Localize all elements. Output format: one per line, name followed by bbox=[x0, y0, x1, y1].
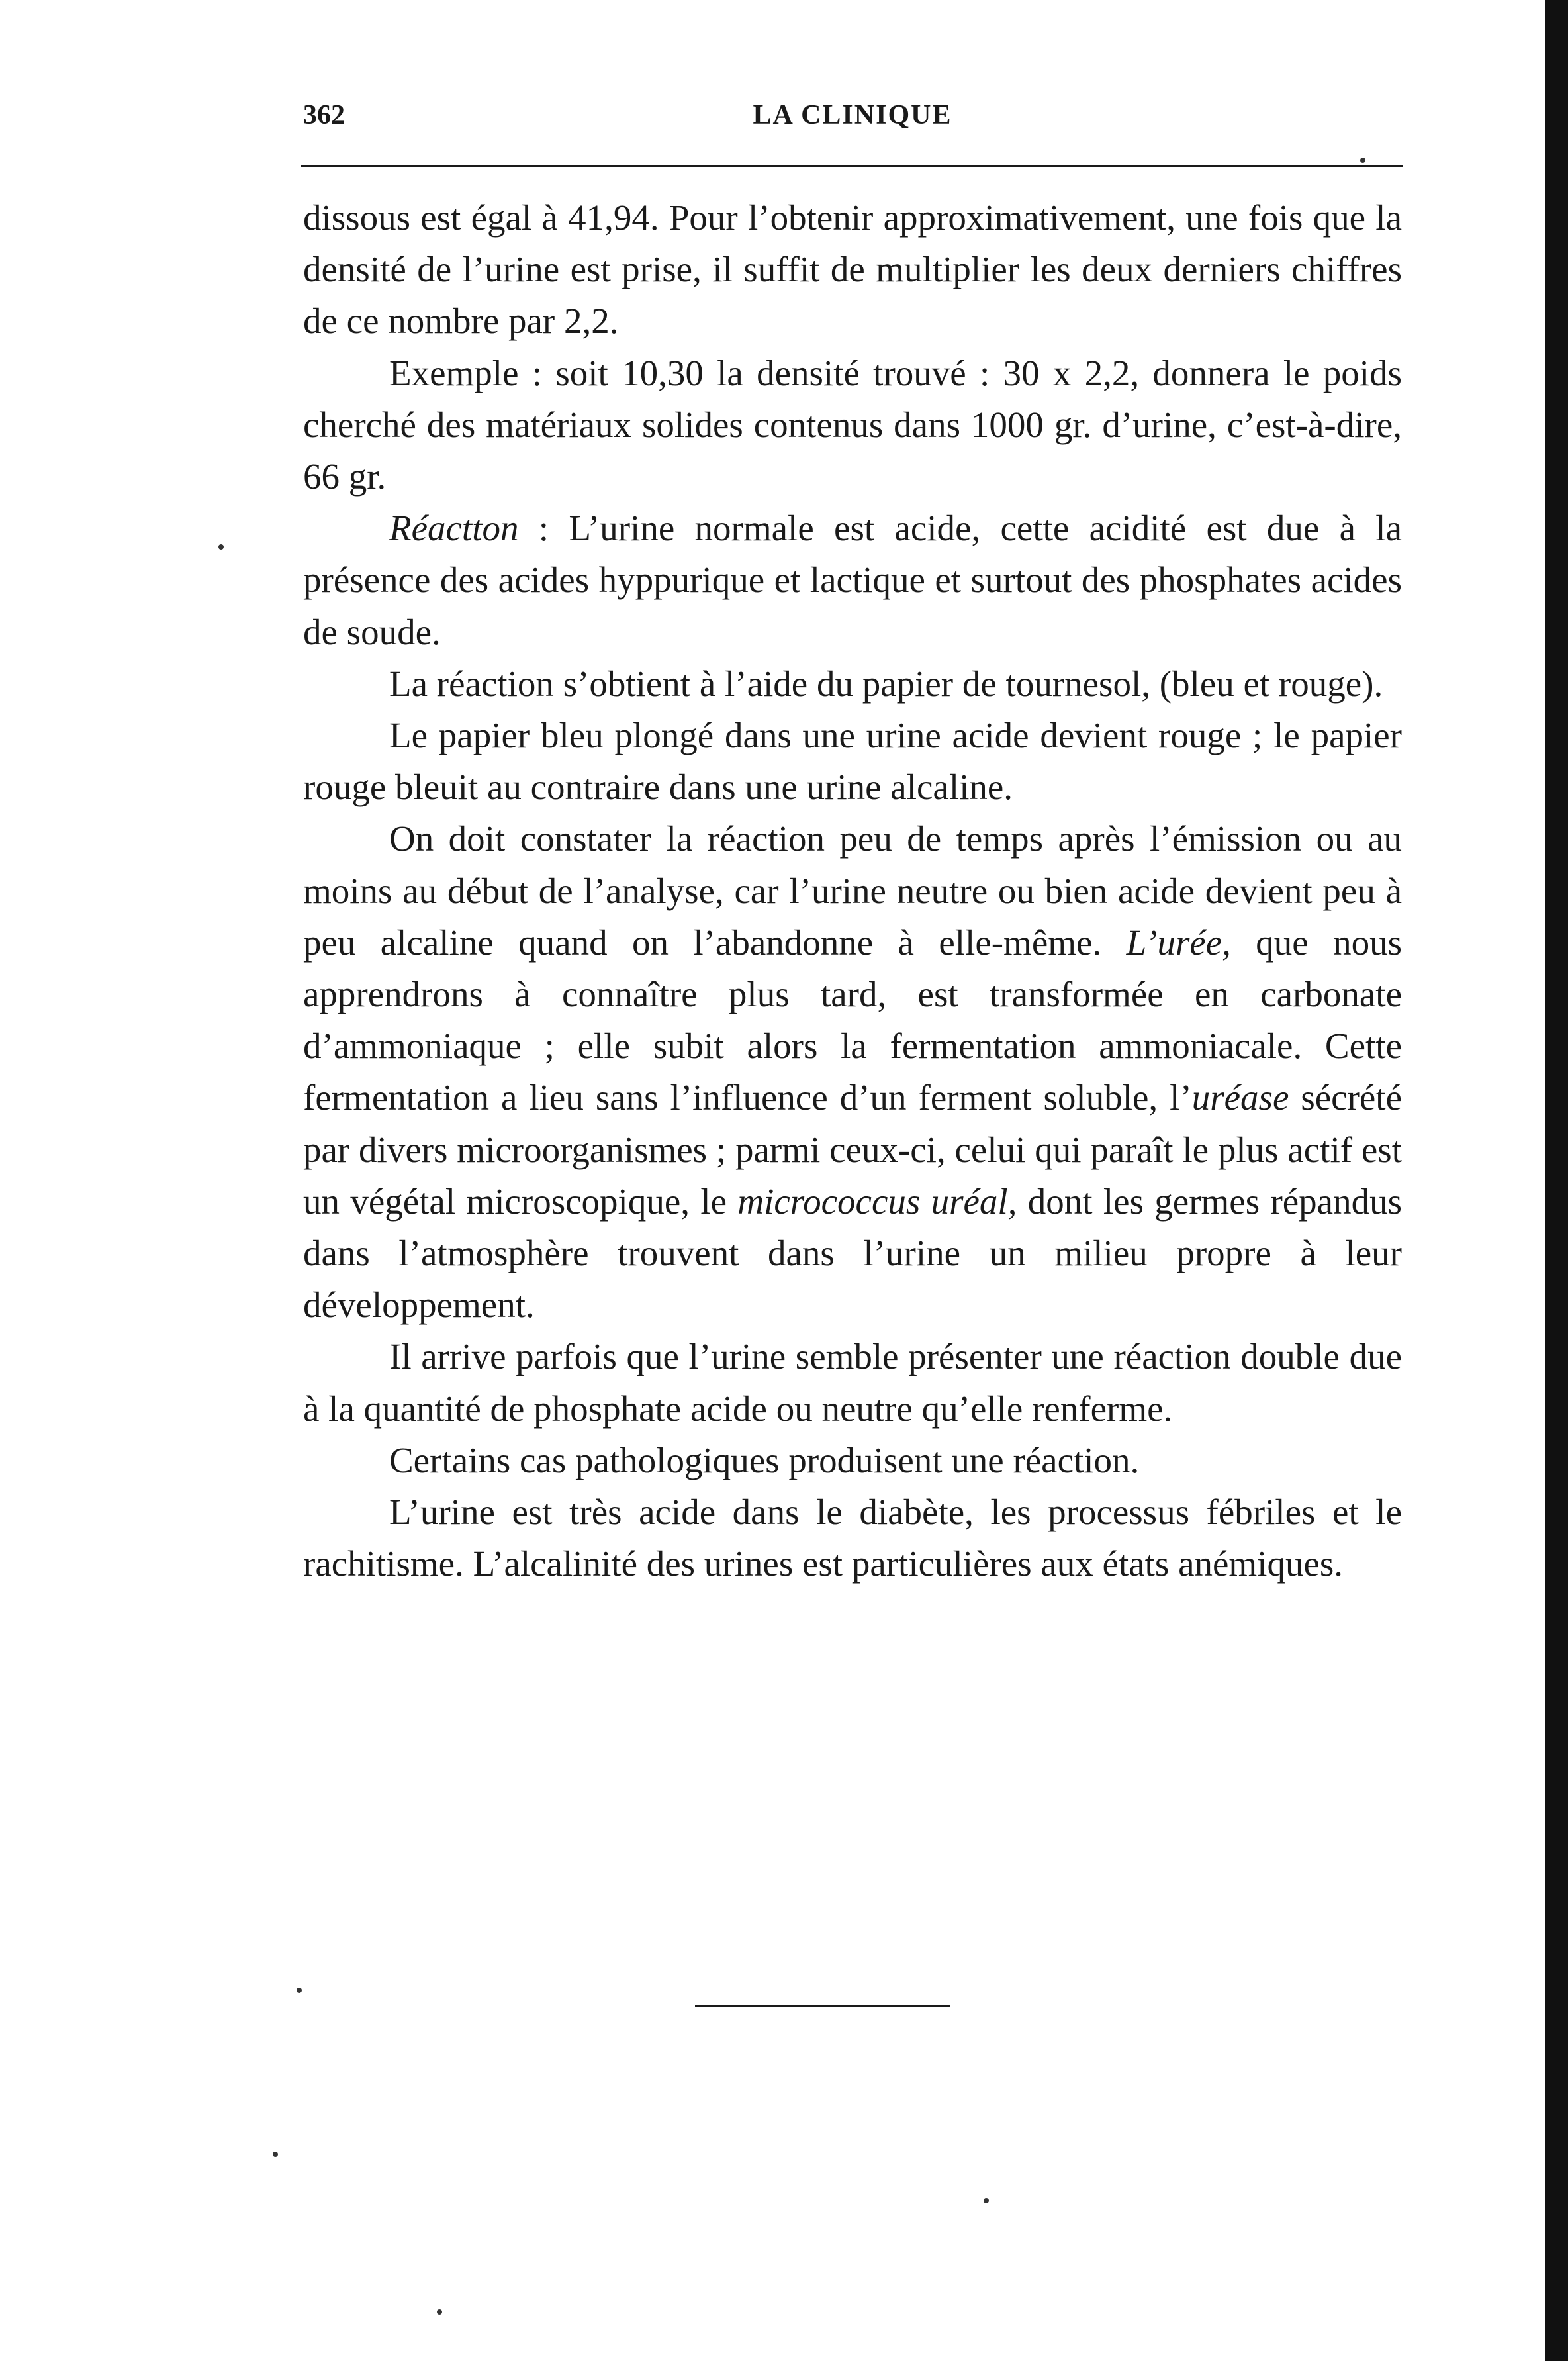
text-run: dissous est égal à 41,94. Pour l’obtenir approximativement, une fois que la densité de l’urine est prise, il suffit de multiplier les deux derniers chiffres de ce nombre par 2,2. bbox=[303, 197, 1402, 342]
italic-term: Réactton bbox=[389, 508, 519, 549]
text-run: Certains cas pathologiques produisent une réaction. bbox=[389, 1439, 1140, 1480]
italic-term: L’urée, bbox=[1126, 922, 1231, 963]
text-run: L’urine est très acide dans le diabète, les processus fébriles et le rachitisme. L’alcalinité des urines est particulières aux états anémiques. bbox=[303, 1492, 1402, 1584]
scan-speck bbox=[273, 2152, 278, 2157]
scan-speck bbox=[218, 544, 224, 550]
scan-speck bbox=[984, 2198, 989, 2203]
paragraph bbox=[303, 813, 1402, 1331]
paragraph bbox=[303, 1435, 1402, 1486]
paragraph bbox=[303, 1486, 1402, 1590]
paragraph bbox=[303, 658, 1402, 710]
body-text bbox=[303, 192, 1402, 1590]
end-of-section-rule bbox=[695, 2005, 950, 2007]
text-run: La réaction s’obtient à l’aide du papier de tournesol, (bleu et rouge). bbox=[389, 663, 1383, 704]
paragraph bbox=[303, 503, 1402, 658]
scan-speck bbox=[437, 2309, 442, 2315]
scan-speck bbox=[1360, 158, 1365, 163]
text-run: dont les germes répandus dans l’atmosphère trouvent dans l’urine un milieu propre à leur développement. bbox=[303, 1180, 1402, 1325]
text-run: On doit constater la réaction peu de temps après l’émission ou au moins au début de l’analyse, car l’urine neutre ou bien acide devient peu à peu alcaline quand on l’abandonne à elle-même. bbox=[303, 818, 1402, 963]
scan-edge-shadow bbox=[1545, 0, 1568, 2361]
paragraph bbox=[303, 1331, 1402, 1434]
scan-speck bbox=[297, 1988, 302, 1993]
text-run: Il arrive parfois que l’urine semble présenter une réaction double due à la quantité de phosphate acide ou neutre qu’elle renferme. bbox=[303, 1336, 1402, 1429]
text-run: sécrété par divers microorganismes ; parmi ceux-ci, celui qui paraît le plus actif est un végétal microscopique, le bbox=[303, 1077, 1402, 1222]
italic-term: micrococcus uréal, bbox=[737, 1180, 1017, 1222]
running-title: LA CLINIQUE bbox=[753, 100, 952, 130]
text-run: Exemple : soit 10,30 la densité trouvé : 30 x 2,2, donnera le poids cherché des matériaux solides contenus dans 1000 gr. d’urine, c’est-à-dire, 66 gr. bbox=[303, 352, 1402, 497]
text-run: que nous apprendrons à connaître plus tard, est transformée en carbonate d’ammoniaque ; elle subit alors la fermentation ammoniacale. Cette fermentation a lieu sans l’influence d’un ferment soluble, l’ bbox=[303, 922, 1403, 1118]
header-rule bbox=[301, 165, 1403, 167]
page-number: 362 bbox=[303, 100, 345, 130]
paragraph bbox=[303, 192, 1402, 348]
paragraph bbox=[303, 348, 1402, 503]
italic-term: uréase bbox=[1191, 1077, 1289, 1118]
paragraph bbox=[303, 710, 1402, 813]
page-header bbox=[303, 99, 1402, 146]
text-run: Le papier bleu plongé dans une urine acide devient rouge ; le papier rouge bleuit au contraire dans une urine alcaline. bbox=[303, 715, 1402, 808]
text-run: : L’urine normale est acide, cette acidité est due à la présence des acides hyppurique et lactique et surtout des phosphates acides de soude. bbox=[303, 508, 1402, 652]
